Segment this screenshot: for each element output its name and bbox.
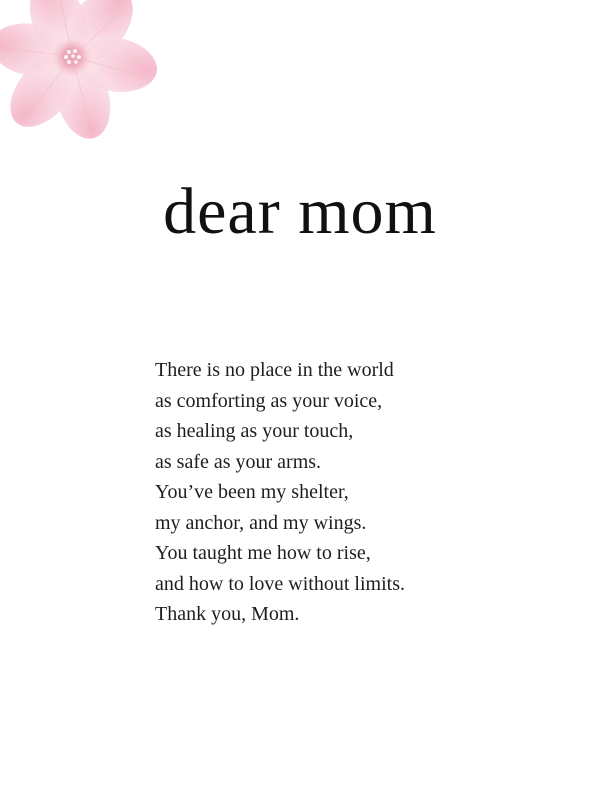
- page-title: dear mom: [163, 175, 437, 248]
- poem-line: and how to love without limits.: [155, 572, 405, 595]
- poem-line: Thank you, Mom.: [155, 603, 300, 625]
- poem-line: as safe as your arms.: [155, 450, 322, 473]
- poem-body: [155, 355, 405, 630]
- poem-line: You taught me how to rise,: [155, 542, 371, 564]
- poem-line: You’ve been my shelter,: [155, 481, 349, 503]
- poem-line: as comforting as your voice,: [155, 389, 383, 412]
- poem-line: as healing as your touch,: [155, 420, 354, 442]
- poem-line: my anchor, and my wings.: [155, 511, 367, 534]
- poem-line: There is no place in the world: [155, 359, 394, 381]
- flower-icon: [0, 0, 170, 150]
